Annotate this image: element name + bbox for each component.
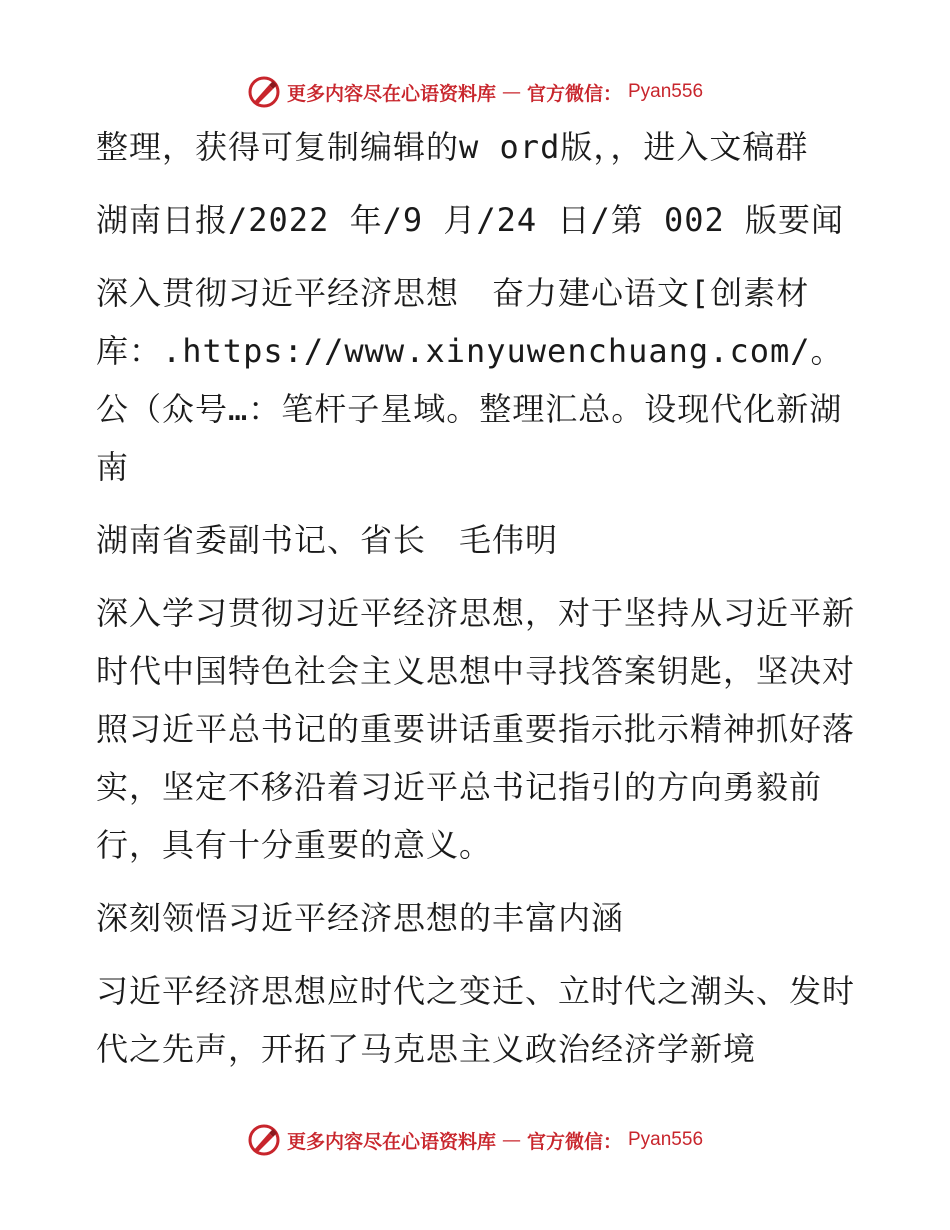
footer-banner: [0, 1120, 950, 1160]
banner-separator: —: [501, 81, 521, 103]
body-paragraph: 习近平经济思想应时代之变迁、立时代之潮头、发时代之先声，开拓了马克思主义政治经济学新境: [96, 972, 856, 1068]
pen-logo-icon: [247, 75, 281, 109]
body-paragraph: 深入学习贯彻习近平经济思想，对于坚持从习近平新时代中国特色社会主义思想中寻找答案钥匙，坚决对照习近平总书记的重要讲话重要指示批示精神抓好落实，坚定不移沿着习近平总书记指引的方向勇毅前行，具有十分重要的意义。: [96, 594, 856, 864]
banner-wechat-id: Pyan556: [628, 1129, 704, 1150]
header-banner: [0, 72, 950, 112]
banner-separator: —: [501, 1129, 521, 1151]
banner-wechat-id: Pyan556: [628, 81, 704, 102]
document-body: [96, 118, 856, 1093]
pen-logo-icon: [247, 1123, 281, 1157]
banner-wechat-label: 官方微信：: [526, 82, 622, 105]
source-line: 湖南日报/2022 年/9 月/24 日/第 002 版要闻: [96, 201, 845, 239]
banner-wechat-label: 官方微信：: [526, 1130, 622, 1153]
article-title: 深入贯彻习近平经济思想 奋力建心语文[创素材库：.https://www.xinyuwenchuang.com/。公（众号…：笔杆子星域。整理汇总。设现代化新湖南: [96, 274, 844, 486]
author-line: 湖南省委副书记、省长 毛伟明: [96, 521, 559, 559]
banner-title: 更多内容尽在心语资料库: [286, 82, 496, 105]
intro-paragraph: 整理，获得可复制编辑的w ord版，，进入文稿群: [96, 128, 809, 166]
section-heading: 深刻领悟习近平经济思想的丰富内涵: [96, 899, 625, 937]
banner-title: 更多内容尽在心语资料库: [286, 1130, 496, 1153]
